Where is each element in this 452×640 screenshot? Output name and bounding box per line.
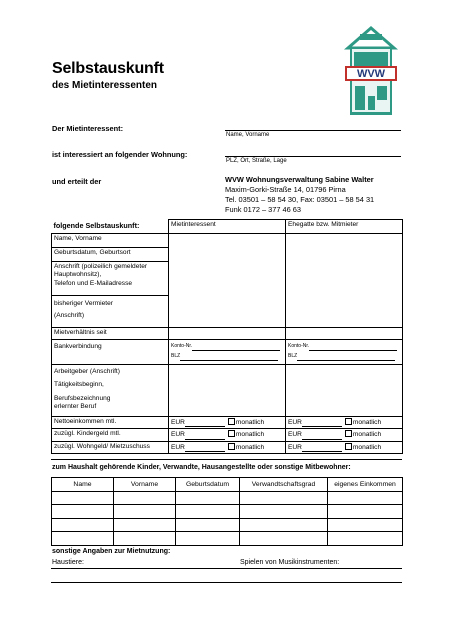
column-first-name: Vorname	[114, 478, 176, 492]
monthly-checkbox[interactable]	[228, 430, 235, 437]
spouse-child-cell[interactable]	[286, 429, 403, 441]
row-label-name: Name, Vorname	[52, 234, 169, 248]
table-cell[interactable]	[52, 491, 114, 505]
applicant-employer-cell[interactable]	[169, 365, 286, 417]
section-divider	[51, 459, 402, 460]
spouse-bank-cell[interactable]	[286, 340, 403, 365]
row-label-net-income: Nettoeinkommen mtl.	[52, 417, 169, 429]
eur-label: EUR	[288, 431, 302, 439]
employer-label-line3: Berufsbezeichnung	[54, 395, 111, 402]
monthly-label: monatlich	[352, 443, 382, 451]
table-cell[interactable]	[114, 518, 176, 532]
row-label-bank: Bankverbindung	[52, 340, 169, 365]
interest-input-line[interactable]	[225, 156, 401, 157]
household-heading: zum Haushalt gehörende Kinder, Verwandte, Hausangestellte oder sonstige Mitbewohner:	[52, 464, 351, 471]
row-label-since: Mietverhältnis seit	[52, 328, 169, 340]
eur-label: EUR	[171, 443, 185, 451]
spouse-net-cell[interactable]	[286, 417, 403, 429]
table-row	[52, 328, 403, 340]
page-title: Selbstauskunft	[52, 60, 164, 77]
spouse-since-cell[interactable]	[286, 328, 403, 340]
konto-label: Konto-Nr.	[171, 343, 193, 349]
page-subtitle: des Mietinteressenten	[52, 80, 158, 91]
monthly-checkbox[interactable]	[345, 430, 352, 437]
table-cell[interactable]	[114, 532, 176, 546]
row-label-housing-benefit: zuzügl. Wohngeld/ Mietzuschuss	[52, 441, 169, 453]
eur-label: EUR	[288, 443, 302, 451]
table-cell[interactable]	[240, 505, 328, 519]
table-row	[52, 365, 403, 417]
table-heading: folgende Selbstauskunft:	[52, 220, 169, 234]
applicant-bank-cell[interactable]	[169, 340, 286, 365]
row-label-birth: Geburtsdatum, Geburtsort	[52, 248, 169, 262]
employer-label-line1: Arbeitgeber (Anschrift)	[54, 368, 120, 375]
monthly-checkbox[interactable]	[345, 418, 352, 425]
column-relationship: Verwandtschaftsgrad	[240, 478, 328, 492]
table-row	[52, 441, 403, 453]
table-cell[interactable]	[176, 491, 240, 505]
table-row	[52, 234, 403, 248]
employer-label-line4: erlernter Beruf	[54, 403, 97, 411]
company-phone: Tel. 03501 – 58 54 30, Fax: 03501 – 58 54 31	[225, 195, 375, 204]
monthly-checkbox[interactable]	[345, 443, 352, 450]
prev-label-line1: bisheriger Vermieter	[54, 300, 114, 307]
household-table	[51, 477, 403, 546]
prev-label-line2: (Anschrift)	[54, 312, 85, 320]
konto-label: Konto-Nr.	[288, 343, 310, 349]
other-input-line[interactable]	[51, 568, 402, 569]
column-spouse: Ehegatte bzw. Mitmieter	[286, 220, 403, 234]
pets-label: Haustiere:	[52, 559, 84, 566]
table-cell[interactable]	[176, 505, 240, 519]
applicant-child-cell[interactable]	[169, 429, 286, 441]
row-label-child-benefit: zuzügl. Kindergeld mtl.	[52, 429, 169, 441]
monthly-label: monatlich	[235, 443, 265, 451]
eur-label: EUR	[288, 419, 302, 426]
logo-text: WVW	[356, 68, 386, 80]
address-label-line3: Telefon und E-Mailadresse	[54, 279, 133, 287]
applicant-since-cell[interactable]	[169, 328, 286, 340]
column-own-income: eigenes Einkommen	[328, 478, 403, 492]
table-row	[52, 505, 403, 519]
blz-label: BLZ	[171, 353, 181, 359]
spouse-personal-cell[interactable]	[286, 234, 403, 328]
row-label-employer	[52, 365, 169, 417]
recipient-label: und erteilt der	[52, 177, 102, 186]
monthly-label: monatlich	[352, 419, 382, 426]
table-cell[interactable]	[328, 491, 403, 505]
applicant-net-cell[interactable]	[169, 417, 286, 429]
applicant-input-line[interactable]	[225, 130, 401, 131]
spouse-employer-cell[interactable]	[286, 365, 403, 417]
monthly-label: monatlich	[235, 431, 265, 439]
employer-label-line2: Tätigkeitsbeginn,	[54, 380, 104, 388]
table-cell[interactable]	[114, 491, 176, 505]
self-disclosure-table	[51, 219, 403, 454]
table-cell[interactable]	[328, 518, 403, 532]
table-row	[52, 340, 403, 365]
music-label: Spielen von Musikinstrumenten:	[240, 559, 340, 566]
company-name: WVW Wohnungsverwaltung Sabine Walter	[225, 175, 374, 184]
table-cell[interactable]	[114, 505, 176, 519]
table-row	[52, 518, 403, 532]
table-row	[52, 417, 403, 429]
applicant-housing-cell[interactable]	[169, 441, 286, 453]
column-applicant: Mietinteressent	[169, 220, 286, 234]
applicant-caption: Name, Vorname	[226, 132, 270, 138]
row-label-address	[52, 262, 169, 296]
interest-label: ist interessiert an folgender Wohnung:	[52, 150, 188, 159]
address-label-line2: Hauptwohnsitz),	[54, 271, 102, 279]
interest-caption: PLZ, Ort, Straße, Lage	[226, 158, 287, 164]
table-row	[52, 491, 403, 505]
eur-label: EUR	[171, 431, 185, 439]
monthly-checkbox[interactable]	[228, 443, 235, 450]
table-cell[interactable]	[328, 505, 403, 519]
address-label-line1: Anschrift (polizeilich gemeldeter	[54, 263, 148, 270]
monthly-label: monatlich	[235, 419, 265, 426]
table-cell[interactable]	[240, 491, 328, 505]
spouse-housing-cell[interactable]	[286, 441, 403, 453]
monthly-label: monatlich	[352, 431, 382, 439]
eur-label: EUR	[171, 419, 185, 426]
column-birthdate: Geburtsdatum	[176, 478, 240, 492]
wvw-house-logo	[342, 26, 400, 118]
monthly-checkbox[interactable]	[228, 418, 235, 425]
row-label-previous-landlord	[52, 296, 169, 328]
blz-label: BLZ	[288, 353, 298, 359]
table-cell[interactable]	[240, 532, 328, 546]
table-cell[interactable]	[176, 518, 240, 532]
column-name: Name	[52, 478, 114, 492]
table-row	[52, 429, 403, 441]
table-cell[interactable]	[52, 518, 114, 532]
applicant-personal-cell[interactable]	[169, 234, 286, 328]
other-heading: sonstige Angaben zur Mietnutzung:	[52, 548, 171, 555]
company-street: Maxim-Gorki-Straße 14, 01796 Pirna	[225, 185, 346, 194]
applicant-label: Der Mietinteressent:	[52, 124, 124, 133]
table-cell[interactable]	[240, 518, 328, 532]
other-input-line[interactable]	[51, 582, 402, 583]
table-cell[interactable]	[52, 532, 114, 546]
table-cell[interactable]	[176, 532, 240, 546]
recipient-address	[225, 175, 374, 215]
table-cell[interactable]	[52, 505, 114, 519]
company-mobile: Funk 0172 – 377 46 63	[225, 205, 302, 214]
table-row	[52, 532, 403, 546]
table-cell[interactable]	[328, 532, 403, 546]
